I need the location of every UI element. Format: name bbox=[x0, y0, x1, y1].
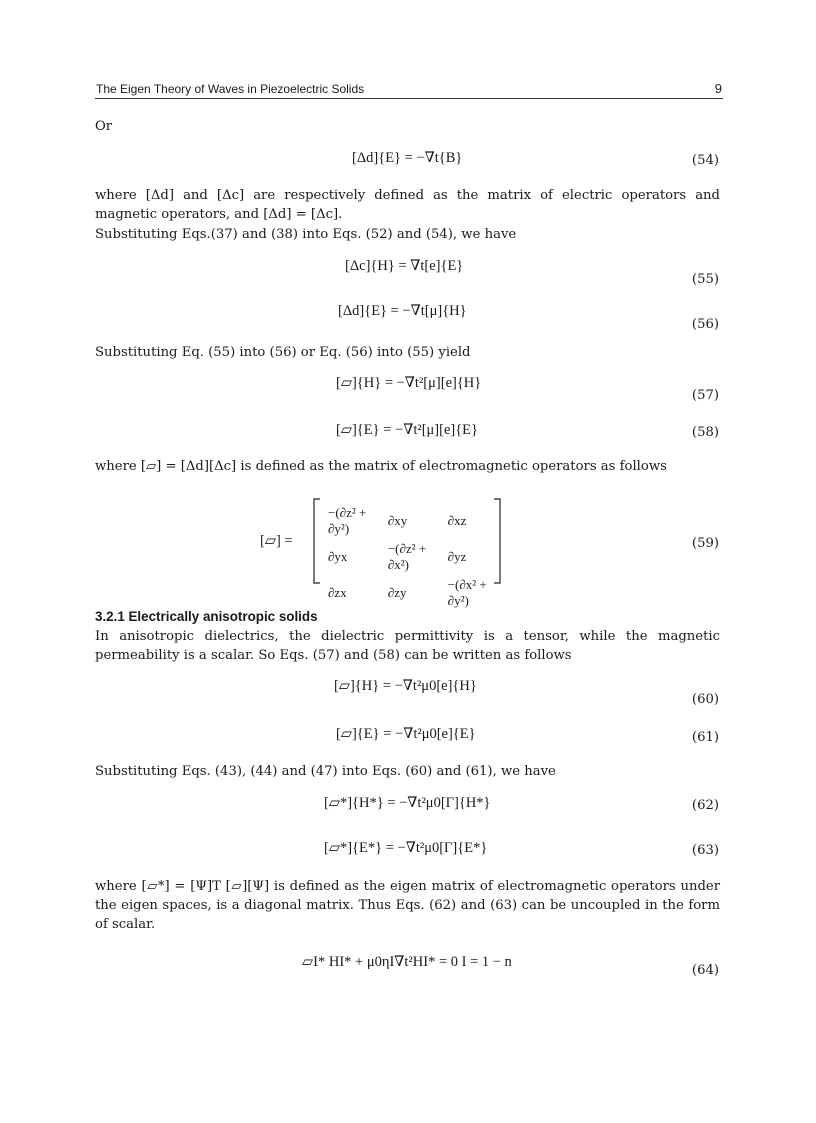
matrix-cell: ∂xz bbox=[447, 513, 467, 528]
running-header bbox=[95, 82, 723, 98]
para-subst-37-38: Substituting Eqs.(37) and (38) into Eqs. (52) and (54), we have bbox=[95, 227, 517, 242]
para-where-box: where [▱] = [Δd][Δc] is defined as the matrix of electromagnetic operators as follows bbox=[95, 459, 667, 474]
section-heading: 3.2.1 Electrically anisotropic solids bbox=[95, 609, 318, 624]
eq-label-64: (64) bbox=[691, 963, 719, 978]
equation-64: ▱I* HI* + μ0ηI∇t²HI* = 0 I = 1 − n bbox=[302, 954, 512, 970]
eq-label-54: (54) bbox=[691, 153, 719, 168]
equation-59-lhs: [▱] = bbox=[260, 533, 293, 549]
eq-label-56: (56) bbox=[691, 317, 719, 332]
eq-label-61: (61) bbox=[691, 730, 719, 745]
eq-label-58: (58) bbox=[691, 425, 719, 440]
matrix-cell: ∂yx bbox=[328, 549, 348, 564]
matrix-cell: ∂xy bbox=[387, 513, 408, 528]
matrix-cell: ∂zx bbox=[328, 585, 347, 600]
para-subst-55-56: Substituting Eq. (55) into (56) or Eq. (56) into (55) yield bbox=[95, 345, 471, 360]
operator-matrix bbox=[312, 497, 502, 608]
eq-label-60: (60) bbox=[691, 692, 719, 707]
eq-label-57: (57) bbox=[691, 388, 719, 403]
equation-61: [▱]{E} = −∇t²μ0[e]{E} bbox=[336, 726, 476, 742]
equation-57: [▱]{H} = −∇t²[μ][e]{H} bbox=[336, 375, 482, 391]
equation-58: [▱]{E} = −∇t²[μ][e]{E} bbox=[336, 422, 478, 438]
para-subst-43: Substituting Eqs. (43), (44) and (47) into Eqs. (60) and (61), we have bbox=[95, 764, 556, 779]
para-or: Or bbox=[95, 119, 113, 134]
matrix-cell: −(∂z² + ∂y²) bbox=[328, 505, 367, 536]
equation-63: [▱*]{E*} = −∇t²μ0[Γ]{E*} bbox=[324, 840, 488, 856]
equation-55: [Δc]{H} = ∇t[e]{E} bbox=[345, 258, 464, 274]
para-where-delta: where [Δd] and [Δc] are respectively defined as the matrix of electric operators and magnetic operators, and [Δd] = [Δc]. bbox=[95, 188, 720, 222]
eq-label-55: (55) bbox=[691, 272, 719, 287]
eq-label-63: (63) bbox=[691, 843, 719, 858]
matrix-cell: ∂zy bbox=[387, 585, 407, 600]
eq-label-59: (59) bbox=[691, 536, 719, 551]
equation-62: [▱*]{H*} = −∇t²μ0[Γ]{H*} bbox=[324, 795, 491, 811]
para-where-eigen: where [▱*] = [Ψ]T [▱][Ψ] is defined as the eigen matrix of electromagnetic operators under the eigen spaces, is a diagonal matrix. Thus Eqs. (62) and (63) can be uncoupled in the form of scalar. bbox=[95, 879, 720, 932]
para-aniso: In anisotropic dielectrics, the dielectric permittivity is a tensor, while the magnetic permeability is a scalar. So Eqs. (57) and (58) can be written as follows bbox=[95, 629, 720, 663]
equation-56: [Δd]{E} = −∇t[μ]{H} bbox=[338, 303, 467, 319]
matrix-cell: ∂yz bbox=[447, 549, 467, 564]
header-rule bbox=[95, 98, 723, 99]
equation-54: [Δd]{E} = −∇t{B} bbox=[352, 150, 463, 166]
running-title: The Eigen Theory of Waves in Piezoelectric Solids bbox=[96, 82, 365, 96]
equation-60: [▱]{H} = −∇t²μ0[e]{H} bbox=[334, 678, 477, 694]
page-number: 9 bbox=[714, 81, 722, 96]
matrix-cell: −(∂z² + ∂x²) bbox=[387, 541, 427, 572]
matrix-cell: −(∂x² + ∂y²) bbox=[447, 577, 487, 608]
eq-label-62: (62) bbox=[691, 798, 719, 813]
